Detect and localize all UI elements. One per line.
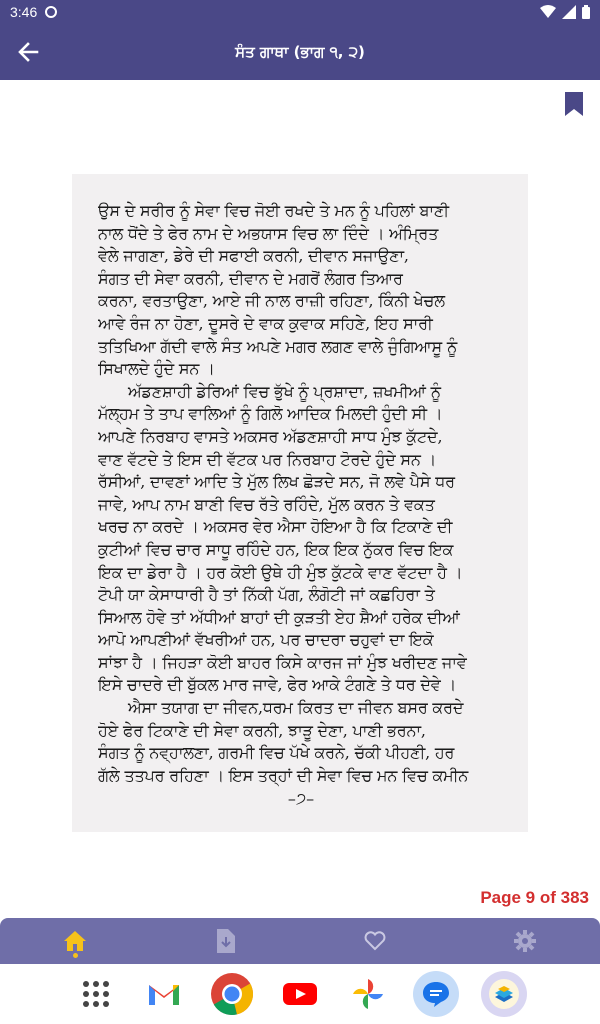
nav-downloads[interactable] (150, 918, 300, 964)
text-line: ਨਾਲ ਧੋਂਦੇ ਤੇ ਫੇਰ ਨਾਮ ਦੇ ਅਭਯਾਸ ਵਿਚ ਲਾ ਦਿੰਦੇ । ਅੰਮ੍ਰਿਤ (98, 223, 439, 243)
active-indicator (73, 953, 78, 958)
status-time: 3:46 (10, 4, 38, 20)
app-bar (0, 24, 600, 80)
text-line: ਟੋਪੀ ਯਾ ਕੇਸਾਧਾਰੀ ਹੈ ਤਾਂ ਨਿੱਕੀ ਪੱਗ, ਲੰਗੋਟੀ ਜਾਂ ਕਛਹਿਰਾ ਤੇ (98, 585, 435, 605)
bookmark-icon (564, 92, 584, 116)
youtube-icon (283, 981, 317, 1007)
photos-icon (351, 977, 385, 1011)
status-bar (0, 0, 600, 24)
text-line: ਖਰਚ ਨਾ ਕਰਦੇ । ਅਕਸਰ ਵੇਰ ਐਸਾ ਹੋਇਆ ਹੈ ਕਿ ਟਿਕਾਣੇ ਦੀ (98, 517, 453, 537)
heart-icon (364, 931, 386, 951)
text-line: ਸੰਗਤ ਨੂੰ ਨਵ੍ਹਾਲਣਾ, ਗਰਮੀ ਵਿਚ ਪੱਖੇ ਕਰਨੇ, ਚੱਕੀ ਪੀਹਣੀ, ਹਰ (98, 743, 455, 763)
text-line: ਆਵੇ ਰੰਜ ਨਾ ਹੋਣਾ, ਦੂਸਰੇ ਦੇ ਵਾਕ ਕੁਵਾਕ ਸਹਿਣੇ, ਇਹ ਸਾਰੀ (98, 313, 433, 333)
text-line: ਆਪਣੇ ਨਿਰਬਾਹ ਵਾਸਤੇ ਅਕਸਰ ਅੱਡਣਸ਼ਾਹੀ ਸਾਧ ਮੁੰਝ ਕੁੱਟਦੇ, (98, 426, 443, 446)
text-line: ਤਤਿਖਿਆ ਗੱਦੀ ਵਾਲੇ ਸੰਤ ਅਪਣੇ ਮਗਰ ਲਗਣ ਵਾਲੇ ਜੁੰਗਿਆਸੂ ਨੂੰ (98, 336, 458, 356)
text-line: ਹੋਏ ਫੇਰ ਟਿਕਾਣੇ ਦੀ ਸੇਵਾ ਕਰਨੀ, ਝਾੜੂ ਦੇਣਾ, ਪਾਣੀ ਭਰਨਾ, (98, 720, 426, 740)
text-line: ਵੇਲੇ ਜਾਗਣਾ, ਡੇਰੇ ਦੀ ਸਫਾਈ ਕਰਨੀ, ਦੀਵਾਨ ਸਜਾਉਣਾ, (98, 246, 409, 266)
bottom-nav (0, 918, 600, 964)
reader-app-icon (487, 977, 521, 1011)
text-line: ਸਿਖਾਲਦੇ ਹੁੰਦੇ ਸਨ । (98, 359, 215, 379)
youtube-app[interactable] (277, 971, 323, 1017)
settings-icon (514, 930, 536, 952)
gmail-icon (147, 981, 181, 1007)
chrome-icon (210, 972, 254, 1016)
text-line: ਜਾਵੇ, ਆਪ ਨਾਮ ਬਾਣੀ ਵਿਚ ਰੱਤੇ ਰਹਿੰਦੇ, ਮੁੱਲ ਕਰਨ ਤੇ ਵਕਤ (98, 494, 435, 514)
app-title: ਸੰਤ ਗਾਥਾ (ਭਾਗ ੧, ੨) (235, 43, 365, 61)
photos-app[interactable] (345, 971, 391, 1017)
text-line: ਰੱਸੀਆਂ, ਦਾਵਣਾਂ ਆਦਿ ਤੇ ਮੁੱਲ ਲਿਖ ਛੋੜਦੇ ਸਨ, ਜੋ ਲਵੇ ਪੈਸੇ ਧਰ (98, 472, 455, 492)
home-icon (63, 930, 87, 952)
arrow-left-icon (17, 41, 39, 63)
bookmark-button[interactable] (564, 92, 588, 118)
text-line: ਇਸੇ ਚਾਦਰੇ ਦੀ ਬੁੱਕਲ ਮਾਰ ਜਾਵੇ, ਫੇਰ ਆਕੇ ਟੰਗਣੇ ਤੇ ਧਰ ਦੇਵੇ । (98, 675, 457, 695)
text-line: ਕੁਟੀਆਂ ਵਿਚ ਚਾਰ ਸਾਧੂ ਰਹਿੰਦੇ ਹਨ, ਇਕ ਇਕ ਨੁੱਕਰ ਵਿਚ ਇਕ (98, 539, 454, 559)
text-line: ਉਸ ਦੇ ਸਰੀਰ ਨੂੰ ਸੇਵਾ ਵਿਚ ਜੋਈ ਰਖਦੇ ਤੇ ਮਨ ਨੂੰ ਪਹਿਲਾਂ ਬਾਣੀ (98, 201, 449, 220)
chrome-app[interactable] (209, 971, 255, 1017)
messages-app[interactable] (413, 971, 459, 1017)
app-drawer-icon (81, 979, 111, 1009)
reader-app[interactable] (481, 971, 527, 1017)
scanned-text (98, 200, 504, 787)
app-drawer-button[interactable] (73, 971, 119, 1017)
gmail-app[interactable] (141, 971, 187, 1017)
text-line: ਕਰਨਾ, ਵਰਤਾਉਣਾ, ਆਏ ਜੀ ਨਾਲ ਰਾਜ਼ੀ ਰਹਿਣਾ, ਕਿੰਨੀ ਖੇਚਲ (98, 291, 445, 311)
messages-icon (422, 981, 450, 1007)
text-line: ਸਿਆਲ ਹੋਵੇ ਤਾਂ ਅੱਧੀਆਂ ਬਾਹਾਂ ਦੀ ਕੁੜਤੀ ਏਹ ਸ਼ੈਆਂ ਹਰੇਕ ਦੀਆਂ (98, 607, 460, 627)
text-line: ਵਾਣ ਵੱਟਦੇ ਤੇ ਇਸ ਦੀ ਵੱਟਕ ਪਰ ਨਿਰਬਾਹ ਟੋਰਦੇ ਹੁੰਦੇ ਸਨ । (98, 449, 437, 469)
nav-home[interactable] (0, 918, 150, 964)
nav-settings[interactable] (450, 918, 600, 964)
back-button[interactable] (0, 24, 56, 80)
scanned-page-number: –੭– (287, 789, 315, 809)
page-indicator: Page 9 of 383 (480, 888, 589, 907)
text-line: ਗੱਲੇ ਤਤਪਰ ਰਹਿਣਾ । ਇਸ ਤਰ੍ਹਾਂ ਦੀ ਸੇਵਾ ਵਿਚ ਮਨ ਵਿਚ ਕਮੀਨ (98, 765, 469, 785)
scanned-page[interactable] (72, 174, 528, 832)
status-icons (540, 5, 590, 19)
text-line: ਮੱਲ੍ਹਮ ਤੇ ਤਾਪ ਵਾਲਿਆਂ ਨੂੰ ਗਿਲੋ ਆਦਿਕ ਮਿਲਦੀ ਹੁੰਦੀ ਸੀ । (98, 404, 443, 424)
text-line: ਸੰਗਤ ਦੀ ਸੇਵਾ ਕਰਨੀ, ਦੀਵਾਨ ਦੇ ਮਗਰੋਂ ਲੰਗਰ ਤਿਆਰ (98, 268, 403, 288)
battery-icon (582, 5, 590, 19)
text-line: ਸਾਂਝਾ ਹੈ । ਜਿਹੜਾ ਕੋਈ ਬਾਹਰ ਕਿਸੇ ਕਾਰਜ ਜਾਂ ਮੁੰਝ ਖਰੀਦਣ ਜਾਵੇ (98, 652, 467, 672)
wifi-icon (540, 5, 556, 19)
text-line: ਐਸਾ ਤਯਾਗ ਦਾ ਜੀਵਨ,ਧਰਮ ਕਿਰਤ ਦਾ ਜੀਵਨ ਬਸਰ ਕਰਦੇ (128, 698, 464, 718)
nav-favorites[interactable] (300, 918, 450, 964)
download-icon (215, 929, 235, 953)
text-line: ਇਕ ਦਾ ਡੇਰਾ ਹੈ । ਹਰ ਕੋਈ ਉਥੇ ਹੀ ਮੁੰਝ ਕੁੱਟਕੇ ਵਾਣ ਵੱਟਦਾ ਹੈ । (98, 562, 463, 582)
app-dock (0, 964, 600, 1024)
text-line: ਅੱਡਣਸ਼ਾਹੀ ਡੇਰਿਆਂ ਵਿਚ ਭੁੱਖੇ ਨੂੰ ਪ੍ਰਸ਼ਾਦਾ, ਜ਼ਖਮੀਆਂ ਨੂੰ (128, 381, 441, 401)
signal-icon (562, 5, 576, 19)
text-line: ਆਪੋ ਆਪਣੀਆਂ ਵੱਖਰੀਆਂ ਹਨ, ਪਰ ਚਾਦਰਾ ਚਹੁਵਾਂ ਦਾ ਇਕੋ (98, 630, 434, 650)
sync-icon (45, 6, 57, 18)
